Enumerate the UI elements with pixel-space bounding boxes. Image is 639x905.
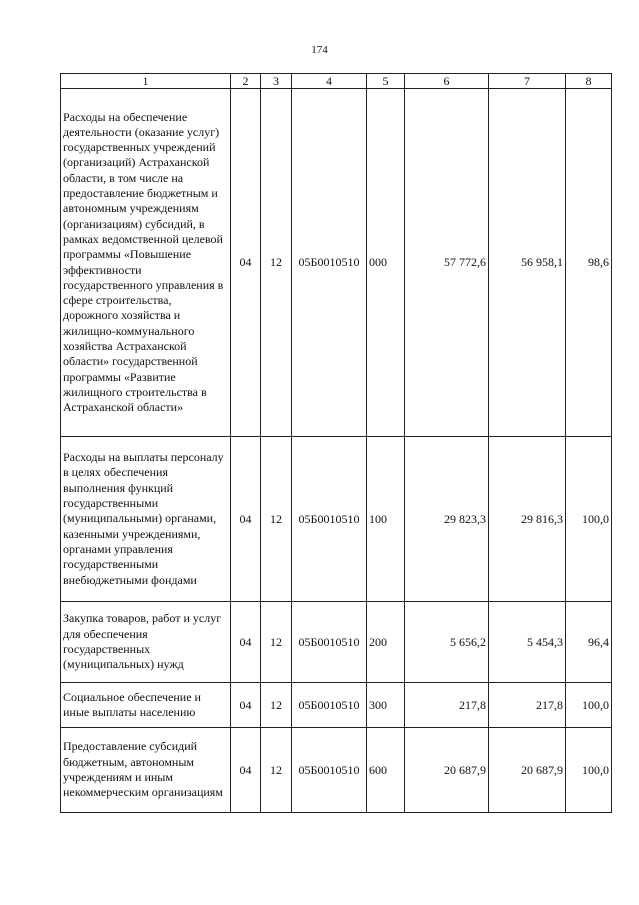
cell-subsection: 12 (261, 728, 292, 813)
cell-section: 04 (231, 437, 261, 602)
column-header: 2 (231, 74, 261, 89)
column-header: 7 (489, 74, 566, 89)
cell-expense-type: 000 (367, 89, 405, 437)
row-description: Социальное обеспечение и иные выплаты населению (61, 683, 231, 728)
cell-planned: 20 687,9 (405, 728, 489, 813)
cell-percent: 100,0 (566, 437, 612, 602)
cell-planned: 57 772,6 (405, 89, 489, 437)
cell-percent: 100,0 (566, 683, 612, 728)
cell-executed: 5 454,3 (489, 602, 566, 683)
table-row (61, 437, 612, 602)
table-row (61, 728, 612, 813)
cell-target-article: 05Б0010510 (292, 728, 367, 813)
cell-executed: 29 816,3 (489, 437, 566, 602)
column-header: 3 (261, 74, 292, 89)
table-row (61, 602, 612, 683)
column-header: 6 (405, 74, 489, 89)
cell-target-article: 05Б0010510 (292, 602, 367, 683)
cell-subsection: 12 (261, 602, 292, 683)
cell-percent: 98,6 (566, 89, 612, 437)
cell-executed: 217,8 (489, 683, 566, 728)
cell-planned: 217,8 (405, 683, 489, 728)
cell-section: 04 (231, 602, 261, 683)
cell-executed: 56 958,1 (489, 89, 566, 437)
column-header: 1 (61, 74, 231, 89)
cell-expense-type: 300 (367, 683, 405, 728)
cell-subsection: 12 (261, 89, 292, 437)
cell-percent: 100,0 (566, 728, 612, 813)
cell-target-article: 05Б0010510 (292, 683, 367, 728)
column-header: 4 (292, 74, 367, 89)
cell-executed: 20 687,9 (489, 728, 566, 813)
table-row (61, 683, 612, 728)
row-description: Расходы на обеспечение деятельности (оказание услуг) государственных учреждений (организаций) Астраханской области, в том числе на предоставление бюджетным и автономным учреждениям (организациям) субсидий, в рамках ведомственной целевой программы «Повышение эффективности государственного управления в сфере строительства, дорожного хозяйства и жилищно-коммунального хозяйства Астраханской области» государственной программы «Развитие жилищного строительства в Астраханской области» (61, 89, 231, 437)
cell-target-article: 05Б0010510 (292, 437, 367, 602)
cell-subsection: 12 (261, 683, 292, 728)
cell-expense-type: 100 (367, 437, 405, 602)
column-header: 5 (367, 74, 405, 89)
cell-section: 04 (231, 728, 261, 813)
table-row (61, 89, 612, 437)
budget-table (60, 73, 612, 813)
cell-subsection: 12 (261, 437, 292, 602)
cell-expense-type: 600 (367, 728, 405, 813)
column-header: 8 (566, 74, 612, 89)
cell-planned: 29 823,3 (405, 437, 489, 602)
cell-section: 04 (231, 683, 261, 728)
row-description: Предоставление субсидий бюджетным, автономным учреждениям и иным некоммерческим организациям (61, 728, 231, 813)
cell-section: 04 (231, 89, 261, 437)
cell-percent: 96,4 (566, 602, 612, 683)
row-description: Расходы на выплаты персоналу в целях обеспечения выполнения функций государственными (муниципальными) органами, казенными учреждениями, органами управления государственными внебюджетными фондами (61, 437, 231, 602)
cell-planned: 5 656,2 (405, 602, 489, 683)
row-description: Закупка товаров, работ и услуг для обеспечения государственных (муниципальных) нужд (61, 602, 231, 683)
page-number: 174 (311, 44, 328, 56)
table-header-row (61, 74, 612, 89)
cell-target-article: 05Б0010510 (292, 89, 367, 437)
cell-expense-type: 200 (367, 602, 405, 683)
